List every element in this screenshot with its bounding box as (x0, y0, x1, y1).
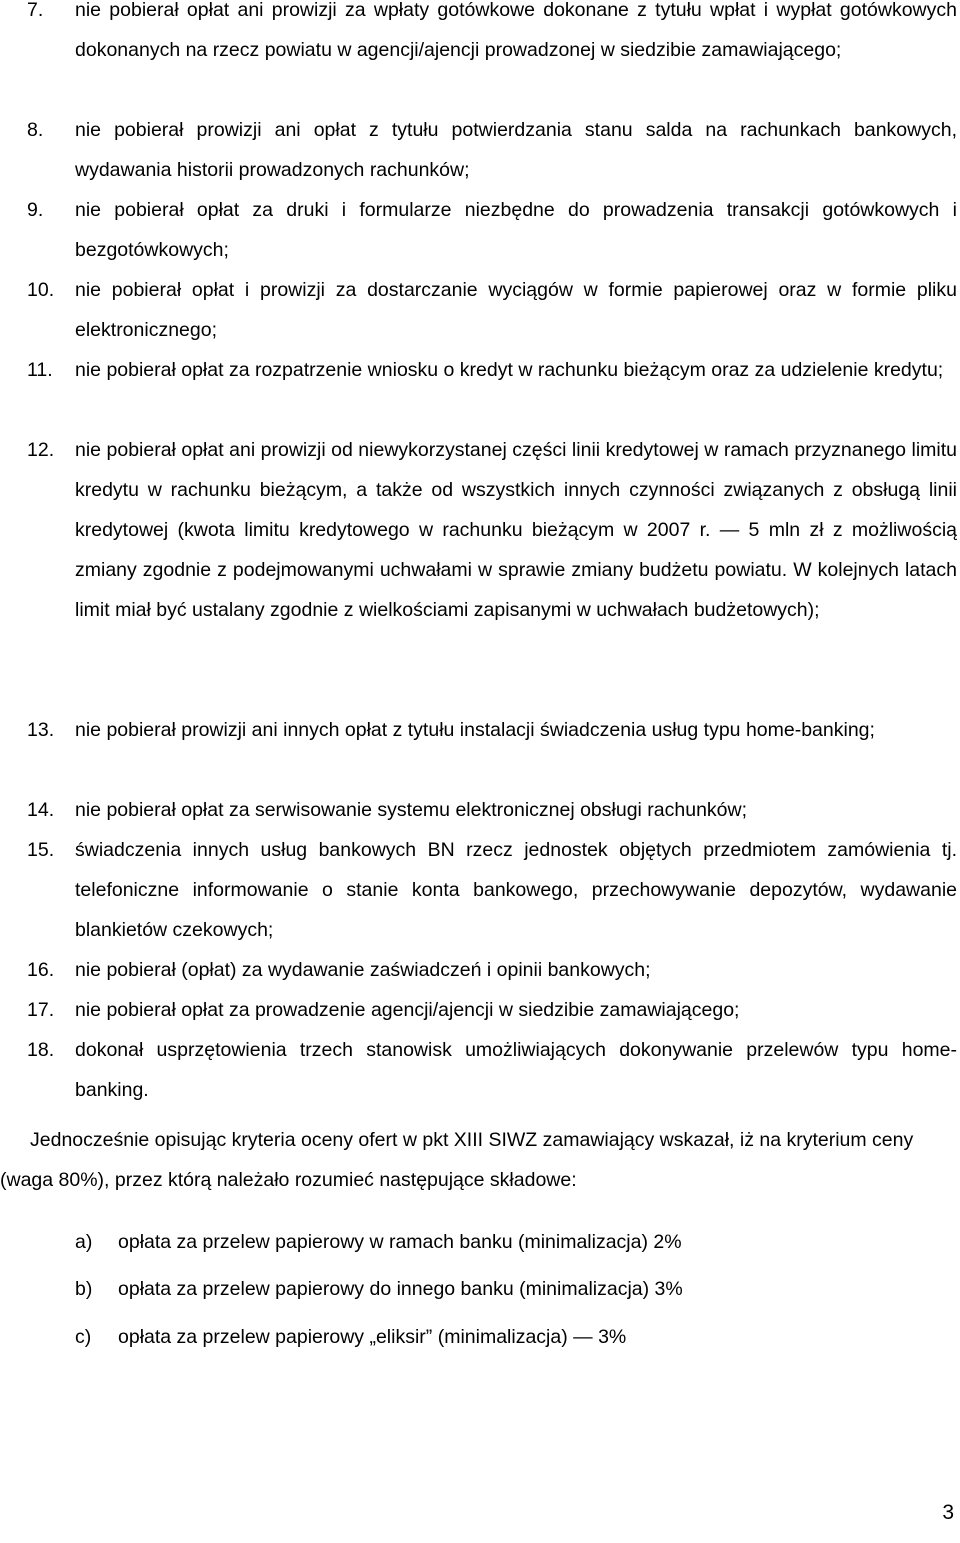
list-item-text: świadczenia innych usług bankowych BN rzecz jednostek objętych przedmiotem zamówienia tj. telefoniczne informowanie o stanie konta bankowego, przechowywanie depozytów, wydawanie blankietów czekowych; (75, 839, 957, 941)
list-item-number: 16. (27, 959, 55, 981)
list-item-text: nie pobierał opłat ani prowizji od niewykorzystanej części linii kredytowej w ramach przyznanego limitu kredytu w rachunku bieżącym, a także od wszystkich innych czynności związanych z obsługą linii kredytowej (kwota limitu kredytowego w rachunku bieżącym w 2007 r. — 5 mln zł z możliwością zmiany zgodnie z podejmowanymi uchwałami w sprawie zmiany budżetu powiatu. W kolejnych latach limit miał być ustalany zgodnie z wielkościami zapisanymi w uchwałach budżetowych); (75, 439, 957, 621)
list-item-number: 11. (27, 359, 53, 381)
page-number: 3 (942, 1501, 954, 1524)
list-item-number: 8. (27, 119, 44, 141)
list-item-text: nie pobierał opłat ani prowizji za wpłaty gotówkowe dokonane z tytułu wpłat i wypłat gotówkowych dokonanych na rzecz powiatu w agencji/ajencji prowadzonej w siedzibie zamawiającego; (75, 0, 957, 61)
list-item-text: nie pobierał opłat za rozpatrzenie wniosku o kredyt w rachunku bieżącym oraz za udzielenie kredytu; (75, 359, 944, 381)
subitem-letter: b) (75, 1278, 93, 1300)
list-item-number: 15. (27, 839, 55, 861)
subitem-text: opłata za przelew papierowy w ramach banku (minimalizacja) 2% (118, 1231, 682, 1253)
list-item-number: 10. (27, 279, 55, 301)
list-item-number: 17. (27, 999, 55, 1021)
list-item-text: nie pobierał prowizji ani innych opłat z tytułu instalacji świadczenia usług typu home-banking; (75, 719, 875, 741)
list-item-text: nie pobierał opłat za druki i formularze niezbędne do prowadzenia transakcji gotówkowych i bezgotówkowych; (75, 199, 957, 261)
list-item-number: 12. (27, 439, 55, 461)
criteria-paragraph: Jednocześnie opisując kryteria oceny ofert w pkt XIII SIWZ zamawiający wskazał, iż na kryterium ceny (waga 80%), przez którą należało rozumieć następujące składowe: (0, 1129, 914, 1191)
subitem-letter: a) (75, 1231, 93, 1253)
list-item-text: nie pobierał prowizji ani opłat z tytułu potwierdzania stanu salda na rachunkach bankowych, wydawania historii prowadzonych rachunków; (75, 119, 957, 181)
list-item-text: nie pobierał opłat za prowadzenie agencji/ajencji w siedzibie zamawiającego; (75, 999, 740, 1021)
list-item-number: 9. (27, 199, 44, 221)
list-item-number: 13. (27, 719, 55, 741)
list-item-text: dokonał usprzętowienia trzech stanowisk umożliwiających dokonywanie przelewów typu home-banking. (75, 1039, 957, 1101)
list-item-text: nie pobierał opłat za serwisowanie systemu elektronicznej obsługi rachunków; (75, 799, 748, 821)
subitem-letter: c) (75, 1326, 92, 1348)
list-item-text: nie pobierał opłat i prowizji za dostarczanie wyciągów w formie papierowej oraz w formie pliku elektronicznego; (75, 279, 957, 341)
list-item-number: 14. (27, 799, 55, 821)
list-item-number: 18. (27, 1039, 55, 1061)
subitem-text: opłata za przelew papierowy do innego banku (minimalizacja) 3% (118, 1278, 683, 1300)
subitem-text: opłata za przelew papierowy „eliksir” (minimalizacja) — 3% (118, 1326, 627, 1348)
list-item-number: 7. (27, 0, 44, 21)
list-item-text: nie pobierał (opłat) za wydawanie zaświadczeń i opinii bankowych; (75, 959, 651, 981)
